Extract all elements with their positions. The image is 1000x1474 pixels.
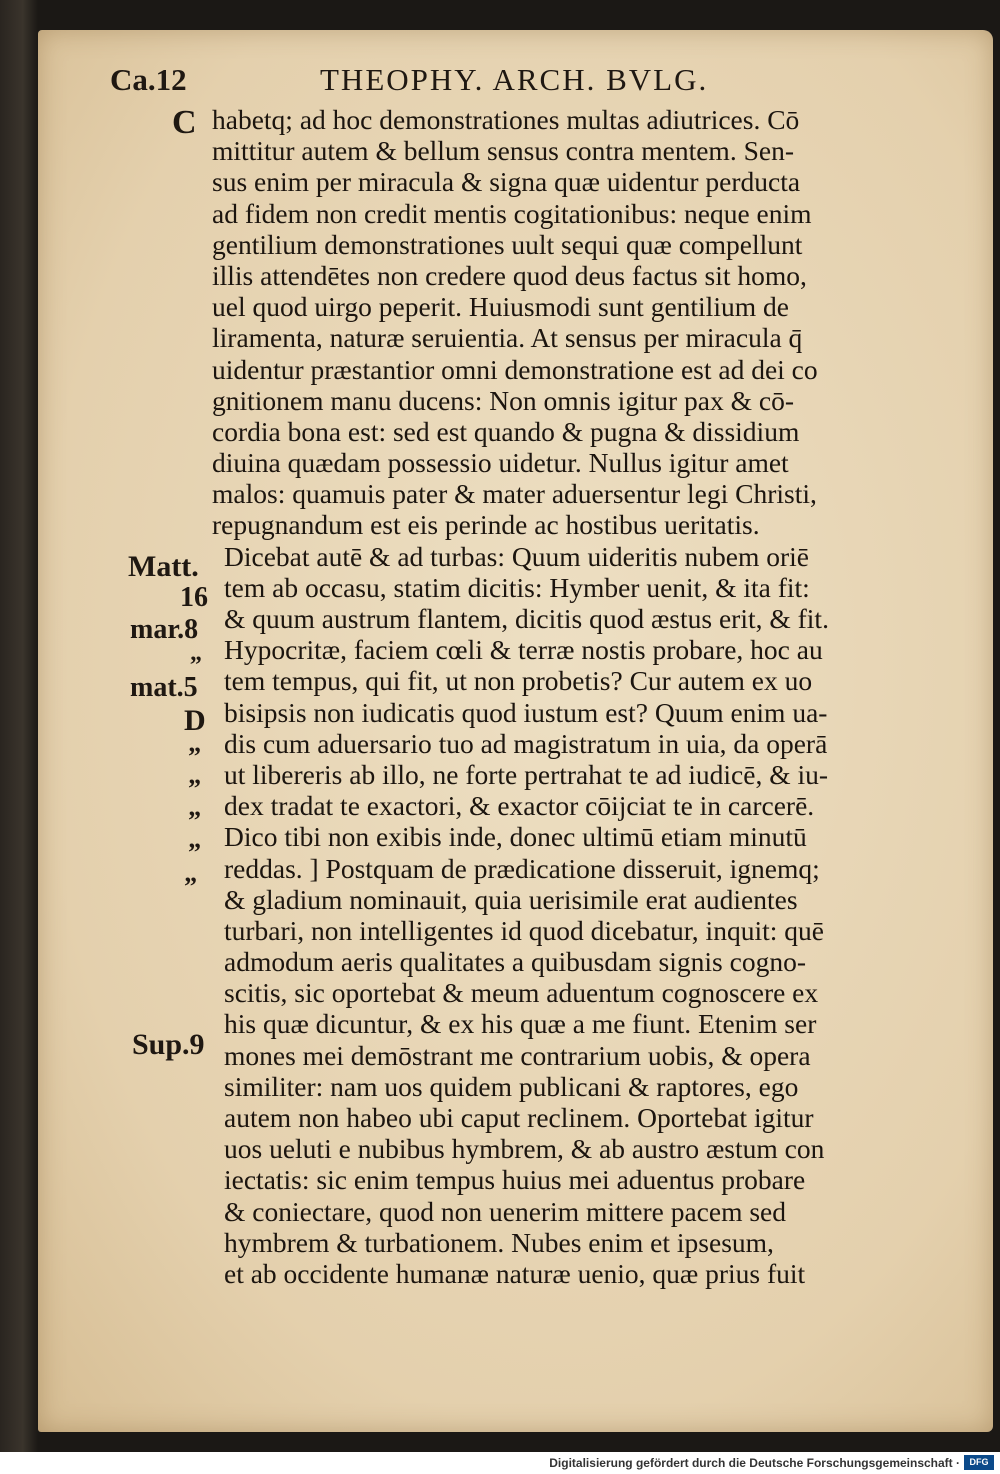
- text-line: bisipsis non iudicatis quod iustum est? Quum enim ua-: [224, 696, 828, 728]
- margin-ref-mar: mar.8: [130, 614, 199, 645]
- text-line: Dicebat autē & ad turbas: Quum uideritis nubem oriē: [224, 540, 809, 572]
- text-line: gnitionem manu ducens: Non omnis igitur pax & cō-: [212, 384, 794, 416]
- margin-quote-mark: „: [190, 640, 202, 666]
- text-line: tem ab occasu, statim dicitis: Hymber uenit, & ita fit:: [224, 571, 810, 603]
- running-head: [110, 62, 900, 102]
- text-line: diuina quædam possessio uidetur. Nullus igitur amet: [212, 447, 789, 479]
- text-line: uidentur præstantior omni demonstratione est ad dei co: [212, 353, 818, 385]
- text-line: autem non habeo ubi caput reclinem. Oportebat igitur: [224, 1102, 814, 1133]
- margin-quote-mark: ”: [188, 806, 201, 835]
- margin-letter-c: C: [172, 104, 197, 141]
- margin-ref-sup: Sup.9: [132, 1028, 205, 1061]
- text-line: liramenta, naturæ seruientia. At sensus per miracula q̄: [212, 322, 803, 354]
- text-line: admodum aeris qualitates a quibusdam signis cogno-: [224, 946, 806, 978]
- text-line: Dico tibi non exibis inde, donec ultimū etiam minutū: [224, 821, 807, 853]
- text-line: tem tempus, qui fit, ut non probetis? Cur autem ex uo: [224, 665, 813, 697]
- margin-ref-matt-number: 16: [180, 582, 208, 613]
- text-line: habetq; ad hoc demonstrationes multas adiutrices. Cō: [212, 104, 800, 135]
- margin-quote-mark: ”: [188, 774, 201, 803]
- text-line: dis cum aduersario tuo ad magistratum in uia, da operā: [224, 727, 828, 759]
- margin-quote-mark: ”: [188, 838, 201, 867]
- text-line: malos: quamuis pater & mater aduersentur legi Christi,: [212, 478, 817, 510]
- text-line: ut libereris ab illo, ne forte pertrahat te ad iudicē, & iu-: [224, 758, 829, 790]
- text-line: & quum austrum flantem, dicitis quod æstus erit, & fit.: [224, 603, 829, 634]
- text-line: repugnandum est eis perinde ac hostibus ueritatis.: [212, 509, 760, 541]
- text-line: reddas. ] Postquam de prædicatione disseruit, ignemq;: [224, 852, 820, 884]
- text-line: dex tradat te exactori, & exactor cōijciat te in carcerē.: [224, 790, 815, 822]
- dfg-logo: DFG: [964, 1455, 994, 1470]
- text-line: sus enim per miracula & signa quæ uidentur perducta: [212, 166, 801, 198]
- running-title: THEOPHY. ARCH. BVLG.: [320, 62, 709, 97]
- chapter-reference: Ca.12: [110, 62, 187, 97]
- text-line: uos ueluti e nubibus hymbrem, & ab austro æstum con: [224, 1133, 825, 1165]
- text-line: cordia bona est: sed est quando & pugna & dissidium: [212, 415, 800, 447]
- text-line: iectatis: sic enim tempus huius mei aduentus probare: [224, 1164, 806, 1196]
- text-line: illis attendētes non credere quod deus factus sit homo,: [212, 259, 807, 291]
- body-text: [212, 104, 922, 1289]
- margin-ref-mat: mat.5: [130, 672, 198, 703]
- text-line: & coniectare, quod non uenerim mittere pacem sed: [224, 1195, 787, 1227]
- text-line: mones mei demōstrant me contrarium uobis, & opera: [224, 1039, 811, 1071]
- margin-quote-mark: ”: [184, 872, 197, 901]
- text-line: scitis, sic oportebat & meum aduentum cognoscere ex: [224, 977, 819, 1009]
- text-line: uel quod uirgo peperit. Huiusmodi sunt gentilium de: [212, 291, 789, 323]
- facing-page-edge: [0, 0, 38, 1452]
- margin-notes: [110, 0, 222, 1400]
- text-line: ad fidem non credit mentis cogitationibus: neque enim: [212, 197, 812, 229]
- text-line: similiter: nam uos quidem publicani & raptores, ego: [224, 1070, 799, 1102]
- text-line: mittitur autem & bellum sensus contra mentem. Sen-: [212, 135, 794, 167]
- text-line: & gladium nominauit, quia uerisimile erat audientes: [224, 883, 798, 915]
- text-line: hymbrem & turbationem. Nubes enim et ipsesum,: [224, 1226, 774, 1258]
- text-line: Hypocritæ, faciem cœli & terræ nostis probare, hoc au: [224, 634, 823, 666]
- text-line: et ab occidente humanæ naturæ uenio, quæ prius fuit: [224, 1257, 806, 1289]
- margin-ref-matt: Matt.: [128, 550, 199, 583]
- text-line: gentilium demonstrationes uult sequi quæ compellunt: [212, 228, 803, 260]
- margin-letter-d: D: [184, 704, 206, 737]
- digitization-footer: [0, 1452, 1000, 1474]
- footer-credit: Digitalisierung gefördert durch die Deutsche Forschungsgemeinschaft ·: [549, 1456, 960, 1470]
- text-line: turbari, non intelligentes id quod dicebatur, inquit: quē: [224, 914, 824, 946]
- margin-quote-mark: ”: [188, 742, 201, 771]
- text-line: his quæ dicuntur, & ex his quæ a me fiunt. Etenim ser: [224, 1008, 817, 1040]
